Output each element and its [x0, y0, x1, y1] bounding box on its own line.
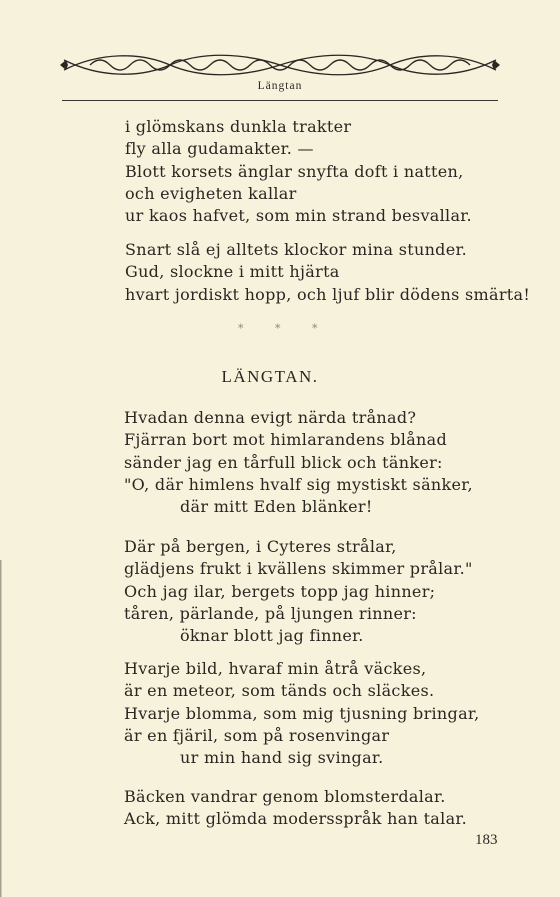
page-edge-shadow — [0, 560, 8, 897]
section-separator: * * * — [238, 322, 332, 335]
verse-line: Snart slå ej alltets klockor mina stunder. — [125, 240, 468, 259]
verse-line: Hvarje bild, hvaraf min åtrå väckes, — [124, 659, 427, 678]
verse-line: ur kaos hafvet, som min strand besvallar. — [125, 206, 472, 226]
verse-line: "O, där himlens hvalf sig mystiskt sänker, — [124, 474, 473, 494]
verse-line: Hvadan denna evigt närda trånad? — [124, 408, 417, 427]
verse-line: Där på bergen, i Cyteres strålar, — [124, 537, 397, 556]
verse-line: är en meteor, som tänds och släckes. — [124, 681, 435, 701]
verse-line: Bäcken vandrar genom blomsterdalar. — [124, 787, 446, 806]
poem-title: LÄNGTAN. — [221, 367, 319, 386]
decorative-header-ornament — [60, 48, 500, 82]
verse-line: Ack, mitt glömda modersspråk han talar. — [124, 809, 467, 829]
verse-line: öknar blott jag finner. — [180, 626, 364, 646]
verse-line: ur min hand sig svingar. — [180, 748, 384, 768]
verse-line: fly alla gudamakter. — — [125, 139, 314, 159]
verse-line: sänder jag en tårfull blick och tänker: — [124, 452, 443, 472]
verse-line: där mitt Eden blänker! — [180, 497, 373, 517]
verse-line: är en fjäril, som på rosenvingar — [124, 725, 390, 745]
header-rule — [62, 100, 498, 101]
verse-line: Och jag ilar, bergets topp jag hinner; — [124, 581, 436, 601]
verse-line: Hvarje blomma, som mig tjusning bringar, — [124, 703, 480, 723]
verse-line: glädjens frukt i kvällens skimmer prålar." — [124, 559, 473, 579]
verse-line: Fjärran bort mot himlarandens blånad — [124, 430, 448, 450]
verse-line: Blott korsets änglar snyfta doft i natten, — [125, 161, 464, 181]
verse-line: tåren, pärlande, på ljungen rinner: — [124, 603, 417, 623]
verse-line: i glömskans dunkla trakter — [125, 117, 352, 136]
verse-line: hvart jordiskt hopp, och ljuf blir dödens smärta! — [125, 284, 531, 304]
verse-line: Gud, slockne i mitt hjärta — [125, 262, 340, 282]
verse-line: och evigheten kallar — [125, 183, 297, 203]
running-head: Längtan — [257, 80, 303, 92]
page-number: 183 — [475, 832, 498, 848]
